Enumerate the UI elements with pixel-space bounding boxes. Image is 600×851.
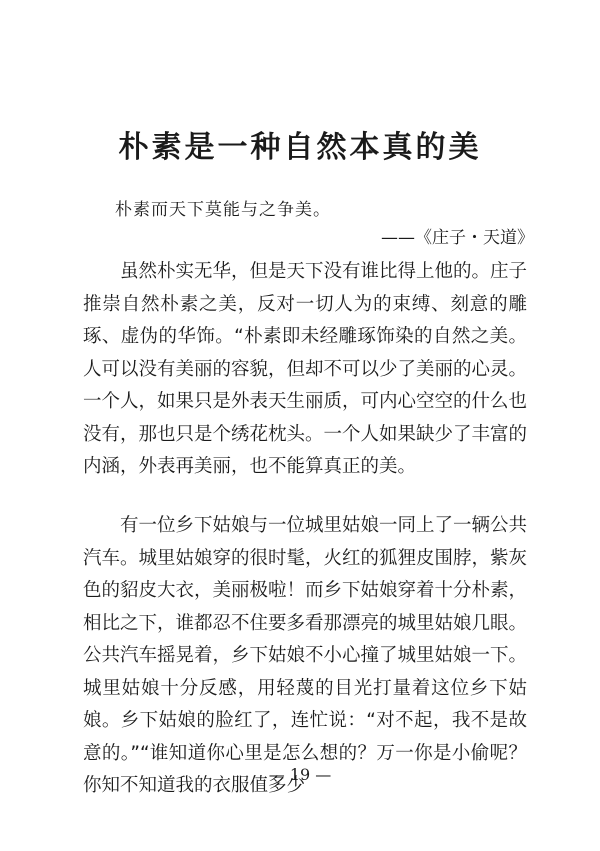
epigraph-quote: 朴素而天下莫能与之争美。 bbox=[115, 200, 331, 220]
page-title: 朴素是一种自然本真的美 bbox=[118, 130, 482, 166]
page-number: — 19 — bbox=[268, 765, 332, 784]
body-paragraph-2: 有一位乡下姑娘与一位城里姑娘一同上了一辆公共汽车。城里姑娘穿的很时髦，火红的狐狸皮围脖，紫灰色的貂皮大衣，美丽极啦！而乡下姑娘穿着十分朴素，相比之下，谁都忍不住要多看那漂亮的城里姑娘几眼。公共汽车摇晃着，乡下姑娘不小心撞了城里姑娘一下。城里姑娘十分反感，用轻蔑的目光打量着这位乡下姑娘。乡下姑娘的脸红了，连忙说：“对不起，我不是故意的。”“谁知道你心里是怎么想的？万一你是小偷呢？你知不知道我的衣服值多少 bbox=[83, 515, 528, 796]
body-paragraph-1: 虽然朴实无华，但是天下没有谁比得上他的。庄子推崇自然朴素之美，反对一切人为的束缚、刻意的雕琢、虚伪的华饰。“朴素即未经雕琢饰染的自然之美。人可以没有美丽的容貌，但却不可以少了美丽的心灵。一个人，如果只是外表天生丽质，可内心空空的什么也没有，那也只是个绣花枕头。一个人如果缺少了丰富的内涵，外表再美丽，也不能算真正的美。 bbox=[83, 261, 528, 477]
epigraph-attribution: ——《庄子・天道》 bbox=[381, 228, 534, 248]
